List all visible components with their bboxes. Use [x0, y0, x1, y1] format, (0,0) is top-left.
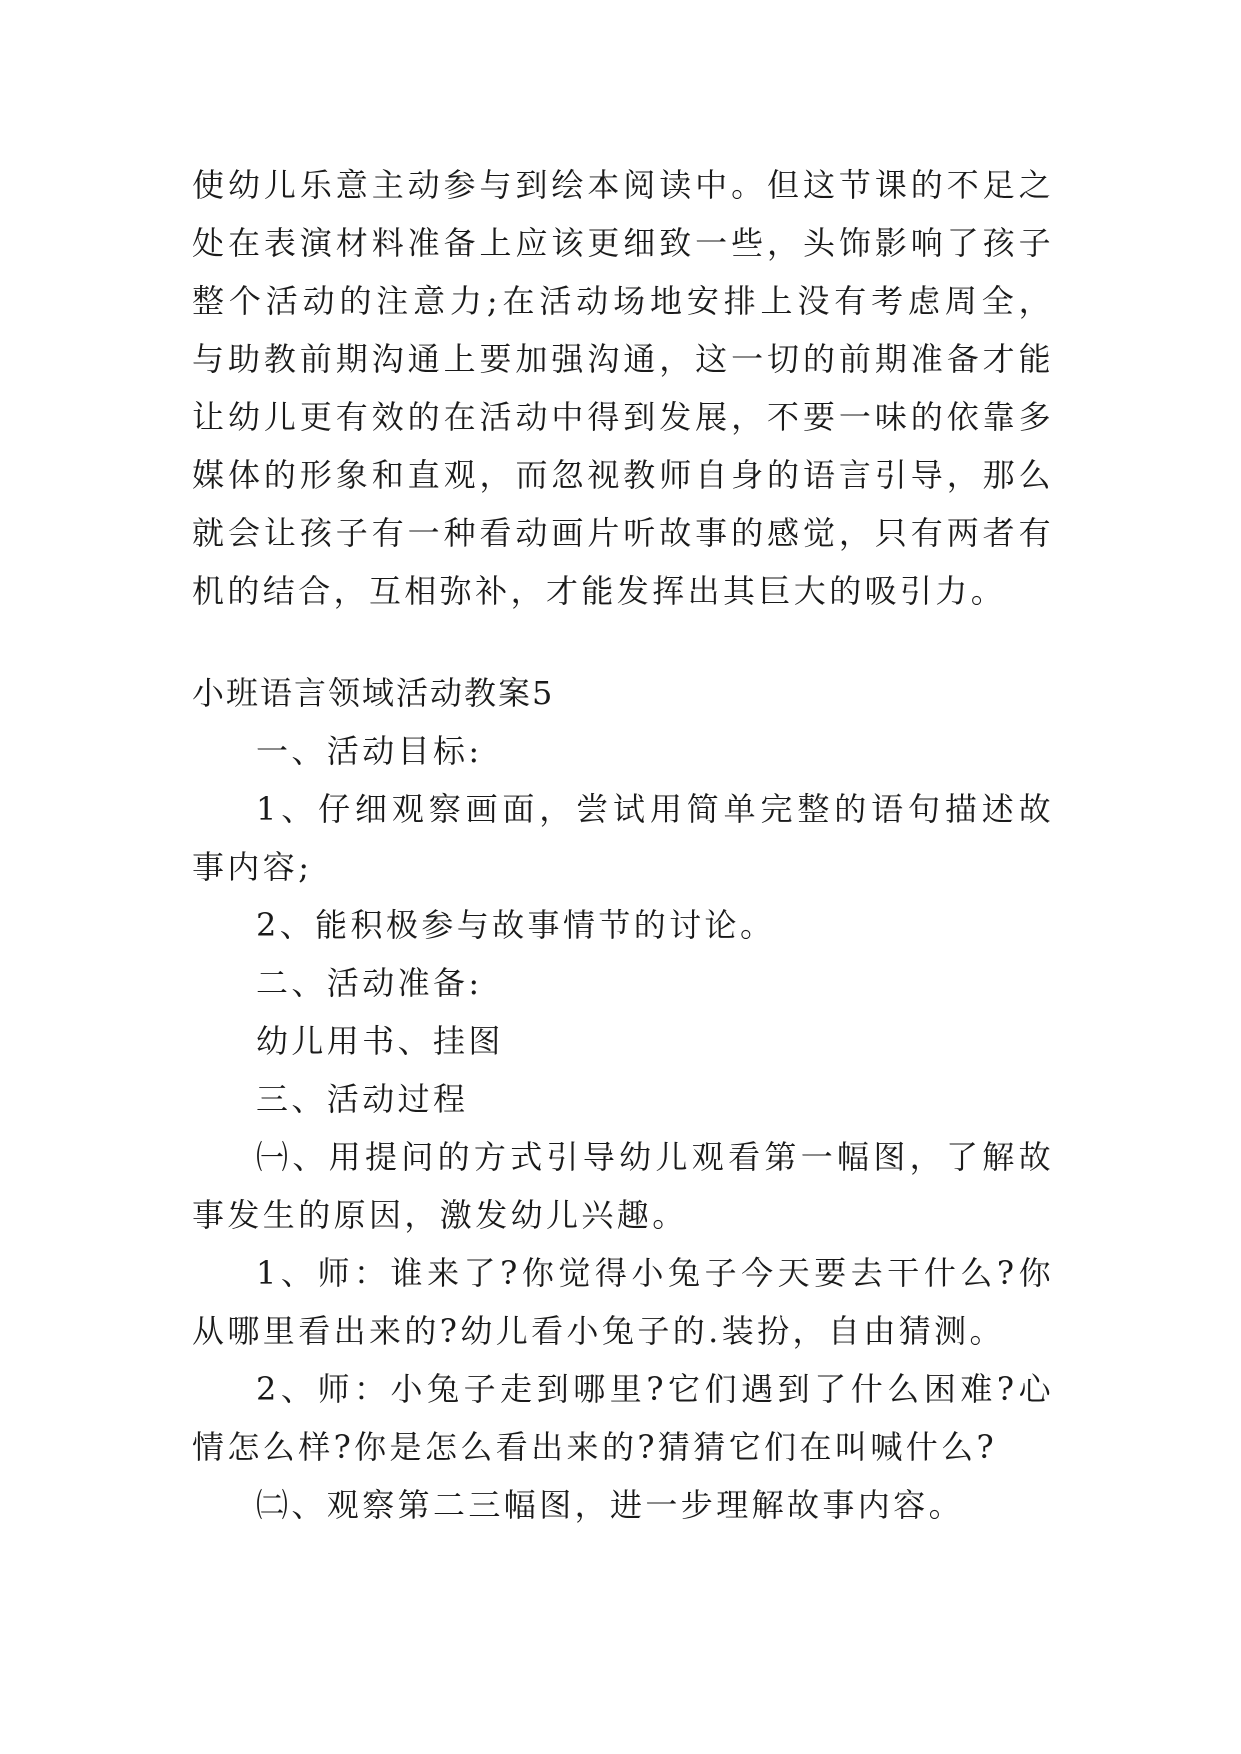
document-body	[192, 156, 1054, 1534]
heading-activity-process: 三、活动过程	[256, 1080, 469, 1118]
process-step-2: ㈡、观察第二三幅图，进一步理解故事内容。	[256, 1486, 965, 1524]
process-step-1: ㈠、用提问的方式引导幼儿观看第一幅图，了解故事发生的原因，激发幼儿兴趣。	[192, 1138, 1054, 1234]
section-title: 小班语言领域活动教案5	[192, 674, 555, 712]
process-question-2: 2、师：小兔子走到哪里?它们遇到了什么困难?心情怎么样?你是怎么看出来的?猜猜它们在叫喊什么?	[192, 1370, 1054, 1466]
heading-activity-goals: 一、活动目标:	[256, 732, 483, 770]
process-question-1: 1、师：谁来了?你觉得小兔子今天要去干什么?你从哪里看出来的?幼儿看小兔子的.装扮，自由猜测。	[192, 1254, 1054, 1350]
intro-paragraph: 使幼儿乐意主动参与到绘本阅读中。但这节课的不足之处在表演材料准备上应该更细致一些，头饰影响了孩子整个活动的注意力;在活动场地安排上没有考虑周全，与助教前期沟通上要加强沟通，这一切的前期准备才能让幼儿更有效的在活动中得到发展，不要一味的依靠多媒体的形象和直观，而忽视教师自身的语言引导，那么就会让孩子有一种看动画片听故事的感觉，只有两者有机的结合，互相弥补，才能发挥出其巨大的吸引力。	[192, 166, 1054, 610]
heading-activity-preparation: 二、活动准备:	[256, 964, 483, 1002]
goal-item-1: 1、仔细观察画面，尝试用简单完整的语句描述故事内容;	[192, 790, 1054, 886]
preparation-materials: 幼儿用书、挂图	[256, 1022, 504, 1060]
goal-item-2: 2、能积极参与故事情节的讨论。	[256, 906, 776, 944]
